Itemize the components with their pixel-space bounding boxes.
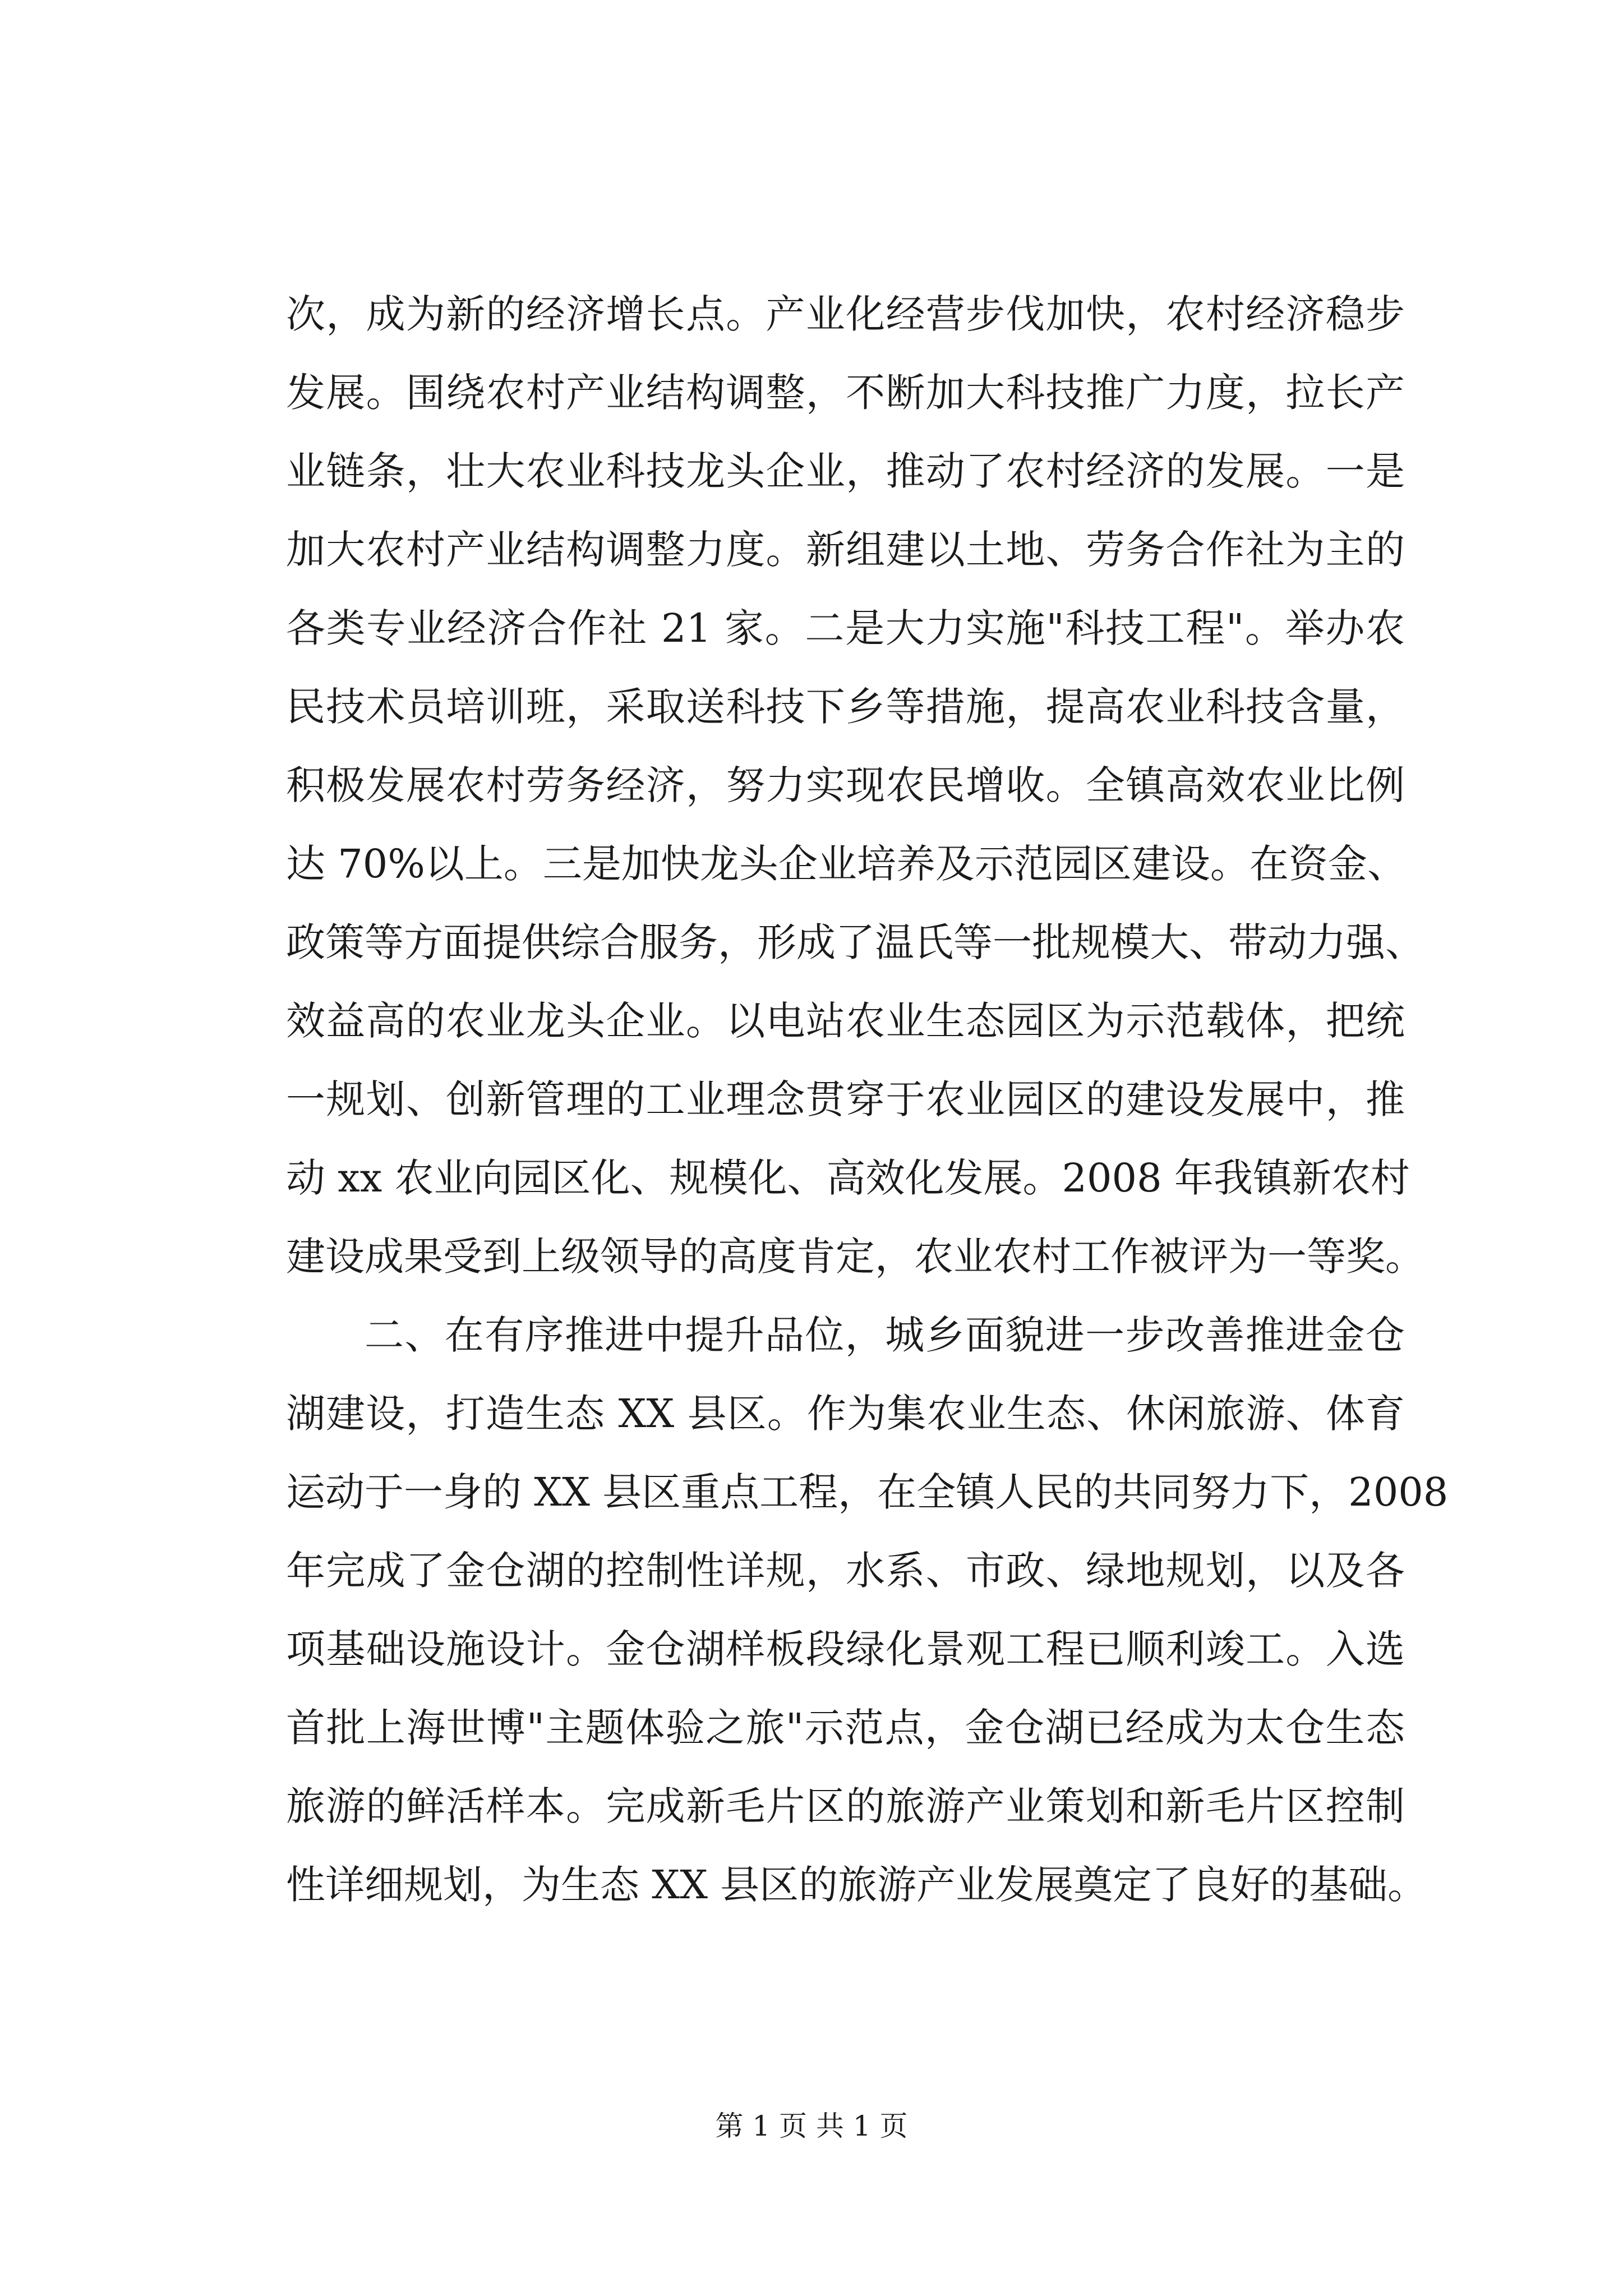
body-text-line: 动 xx 农业向园区化、规模化、高效化发展。2008 年我镇新农村 [286, 1155, 1410, 1201]
body-text-line: 政策等方面提供综合服务，形成了温氏等一批规模大、带动力强、 [286, 919, 1424, 965]
body-text-line: 加大农村产业结构调整力度。新组建以土地、劳务合作社为主的 [286, 527, 1405, 573]
body-text-line: 年完成了金仓湖的控制性详规，水系、市政、绿地规划，以及各 [286, 1548, 1405, 1594]
body-text-line: 二、在有序推进中提升品位，城乡面貌进一步改善推进金仓 [365, 1312, 1405, 1358]
body-text-line: 达 70%以上。三是加快龙头企业培养及示范园区建设。在资金、 [286, 841, 1407, 887]
body-text-line: 运动于一身的 XX 县区重点工程，在全镇人民的共同努力下，2008 [286, 1469, 1449, 1515]
body-text-line: 各类专业经济合作社 21 家。二是大力实施"科技工程"。举办农 [286, 605, 1405, 651]
body-text-line: 一规划、创新管理的工业理念贯穿于农业园区的建设发展中，推 [286, 1076, 1405, 1122]
body-text-line: 民技术员培训班，采取送科技下乡等措施，提高农业科技含量， [286, 684, 1405, 730]
body-text-line: 业链条，壮大农业科技龙头企业，推动了农村经济的发展。一是 [286, 448, 1405, 494]
body-text-line: 发展。围绕农村产业结构调整，不断加大科技推广力度，拉长产 [286, 370, 1405, 416]
body-text-line: 首批上海世博"主题体验之旅"示范点，金仓湖已经成为太仓生态 [286, 1705, 1405, 1751]
body-text-line: 积极发展农村劳务经济，努力实现农民增收。全镇高效农业比例 [286, 762, 1405, 808]
body-text-line: 效益高的农业龙头企业。以电站农业生态园区为示范载体，把统 [286, 998, 1405, 1044]
body-text-line: 性详细规划，为生态 XX 县区的旅游产业发展奠定了良好的基础。 [286, 1862, 1427, 1908]
body-text-line: 项基础设施设计。金仓湖样板段绿化景观工程已顺利竣工。入选 [286, 1626, 1405, 1672]
body-text-line: 湖建设，打造生态 XX 县区。作为集农业生态、休闲旅游、体育 [286, 1391, 1405, 1437]
body-text-line: 旅游的鲜活样本。完成新毛片区的旅游产业策划和新毛片区控制 [286, 1783, 1405, 1829]
page-footer: 第 1 页 共 1 页 [715, 2110, 908, 2142]
body-text-line: 次，成为新的经济增长点。产业化经营步伐加快，农村经济稳步 [286, 291, 1405, 337]
body-text-line: 建设成果受到上级领导的高度肯定，农业农村工作被评为一等奖。 [286, 1234, 1424, 1280]
